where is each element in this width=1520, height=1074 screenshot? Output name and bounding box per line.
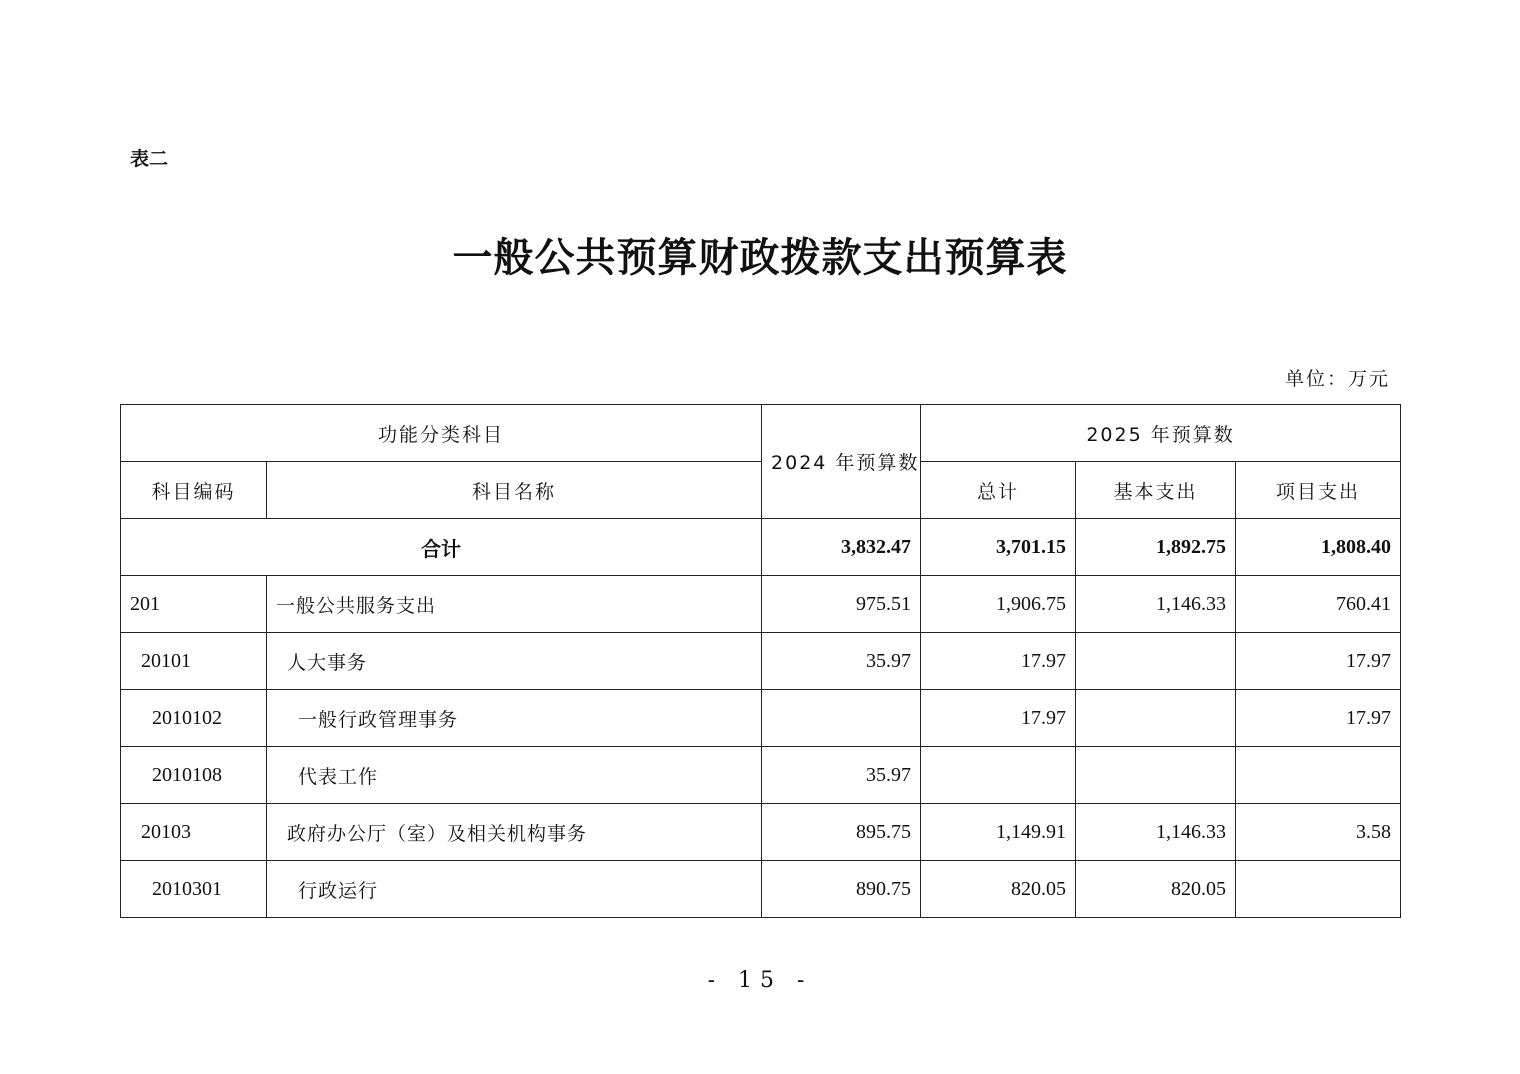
table-label: 表二 (130, 148, 169, 170)
row-code: 2010301 (121, 861, 267, 918)
row-budget-2024: 35.97 (762, 747, 921, 804)
row-project: 760.41 (1236, 576, 1401, 633)
budget-table (120, 404, 1401, 918)
document-title: 一般公共预算财政拨款支出预算表 (452, 234, 1068, 281)
header-code: 科目编码 (121, 462, 267, 519)
header-basic: 基本支出 (1076, 462, 1236, 519)
row-project: 17.97 (1236, 633, 1401, 690)
total-basic: 1,892.75 (1076, 519, 1236, 576)
header-name: 科目名称 (267, 462, 762, 519)
row-project (1236, 861, 1401, 918)
row-total: 820.05 (921, 861, 1076, 918)
header-row-2 (121, 462, 1401, 519)
row-basic (1076, 633, 1236, 690)
row-name: 代表工作 (267, 747, 762, 804)
unit-label: 单位：万元 (1284, 368, 1390, 390)
row-total: 1,906.75 (921, 576, 1076, 633)
row-name: 一般公共服务支出 (267, 576, 762, 633)
row-basic (1076, 747, 1236, 804)
row-budget-2024: 975.51 (762, 576, 921, 633)
header-budget-2024: 2024 年预算数 (762, 405, 921, 519)
row-name: 人大事务 (267, 633, 762, 690)
header-total: 总计 (921, 462, 1076, 519)
row-project: 17.97 (1236, 690, 1401, 747)
header-project: 项目支出 (1236, 462, 1401, 519)
total-budget-2024: 3,832.47 (762, 519, 921, 576)
header-row-1 (121, 405, 1401, 462)
row-budget-2024: 890.75 (762, 861, 921, 918)
total-row (121, 519, 1401, 576)
row-code: 20103 (121, 804, 267, 861)
row-basic: 820.05 (1076, 861, 1236, 918)
row-name: 行政运行 (267, 861, 762, 918)
table-row (121, 747, 1401, 804)
row-name: 政府办公厅（室）及相关机构事务 (267, 804, 762, 861)
header-budget-2025: 2025 年预算数 (921, 405, 1401, 462)
table-row (121, 633, 1401, 690)
total-project: 1,808.40 (1236, 519, 1401, 576)
row-project: 3.58 (1236, 804, 1401, 861)
table-row (121, 804, 1401, 861)
row-basic: 1,146.33 (1076, 576, 1236, 633)
row-total (921, 747, 1076, 804)
row-code: 2010102 (121, 690, 267, 747)
table-row (121, 690, 1401, 747)
row-budget-2024: 35.97 (762, 633, 921, 690)
row-basic (1076, 690, 1236, 747)
row-budget-2024 (762, 690, 921, 747)
header-functional: 功能分类科目 (121, 405, 762, 462)
row-budget-2024: 895.75 (762, 804, 921, 861)
total-total: 3,701.15 (921, 519, 1076, 576)
row-project (1236, 747, 1401, 804)
total-label: 合计 (121, 519, 762, 576)
table-row (121, 861, 1401, 918)
row-total: 17.97 (921, 633, 1076, 690)
row-code: 201 (121, 576, 267, 633)
row-basic: 1,146.33 (1076, 804, 1236, 861)
row-name: 一般行政管理事务 (267, 690, 762, 747)
row-code: 2010108 (121, 747, 267, 804)
row-total: 17.97 (921, 690, 1076, 747)
row-total: 1,149.91 (921, 804, 1076, 861)
page-number: - 15 - (707, 968, 813, 993)
row-code: 20101 (121, 633, 267, 690)
table-row (121, 576, 1401, 633)
